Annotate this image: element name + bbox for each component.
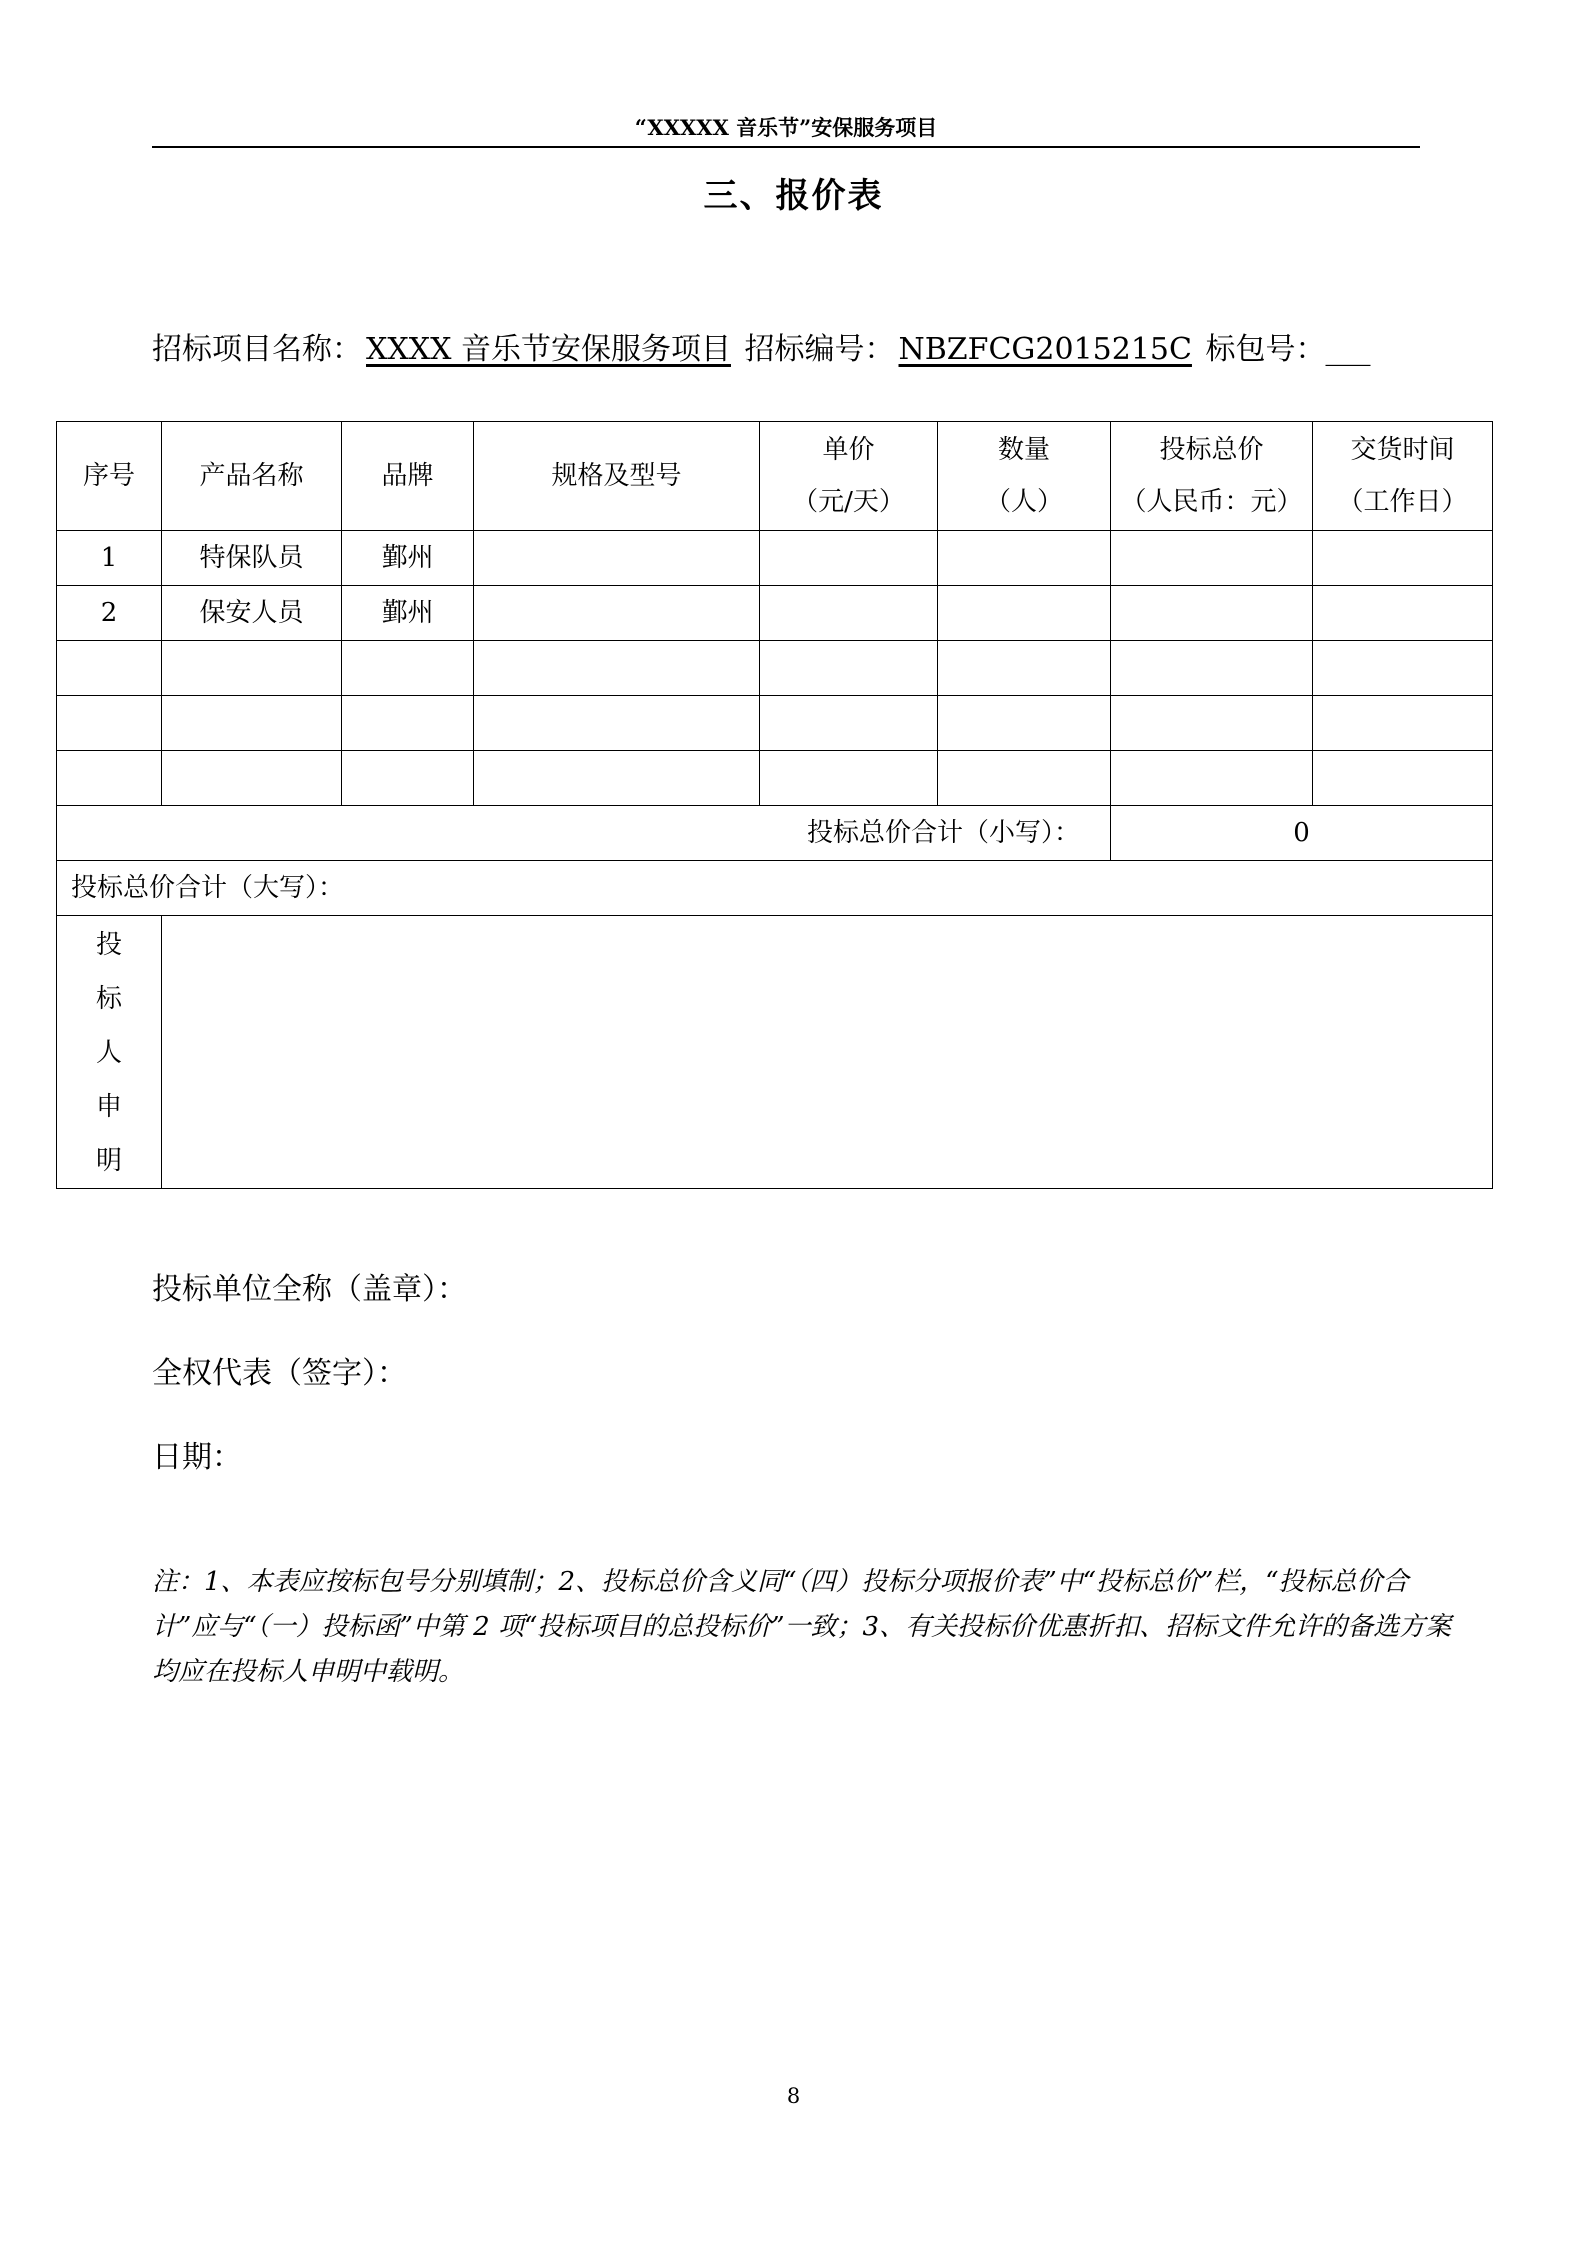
company-signature-label: 投标单位全称（盖章）： [152,1272,467,1307]
table-row [57,531,1493,586]
table-cell: 鄞州 [342,531,474,586]
table-cell [1313,751,1493,806]
table-cell: 1 [57,531,162,586]
page-header: “XXXXX 音乐节”安保服务项目 [634,115,938,140]
table-cell [1111,751,1313,806]
table-cell [1313,696,1493,751]
table-cell [57,751,162,806]
table-cell: 鄞州 [342,586,474,641]
total-small-row [57,806,1493,861]
table-cell [57,696,162,751]
representative-signature-label: 全权代表（签字）： [152,1356,407,1391]
table-cell [474,586,760,641]
table-cell [938,586,1111,641]
page-title: 三、报价表 [703,176,884,216]
declaration-body [162,916,1493,1189]
package-number-label: 标包号： [1205,332,1326,367]
table-cell [1111,531,1313,586]
footnote: 注：1、本表应按标包号分别填制；2、投标总价含义同“（四）投标分项报价表”中“投标总价”栏，“投标总价合计”应与“（一）投标函”中第 2 项“投标项目的总投标价”一致；3、有关投标价优惠折扣、招标文件允许的备选方案均应在投标人申明中载明。 [152,1567,1452,1687]
table-row [57,641,1493,696]
table-cell [1111,641,1313,696]
table-cell [760,641,938,696]
table-cell [162,641,342,696]
header-cell-delivery: 交货时间 （工作日） [1313,422,1493,531]
header-cell-product: 产品名称 [162,422,342,531]
table-cell [938,641,1111,696]
declaration-row [57,916,1493,1189]
header-cell-quantity: 数量 （人） [938,422,1111,531]
package-number-value: ___ [1325,332,1371,367]
table-cell: 2 [57,586,162,641]
header-cell-index: 序号 [57,422,162,531]
table-cell [342,641,474,696]
project-name-value: XXXX 音乐节安保服务项目 [366,332,731,367]
table-cell [938,531,1111,586]
table-cell [760,751,938,806]
project-meta-line [152,324,1371,368]
table-row [57,751,1493,806]
table-cell [162,751,342,806]
table-cell [1313,641,1493,696]
table-cell [1313,586,1493,641]
table-cell [1313,531,1493,586]
table-cell [474,696,760,751]
table-cell [938,751,1111,806]
table-cell [474,641,760,696]
table-row [57,586,1493,641]
header-cell-total-price: 投标总价 （人民币：元） [1111,422,1313,531]
table-cell [474,531,760,586]
total-small-value: 0 [1111,806,1493,861]
header-rule [152,146,1420,148]
total-words-row [57,861,1493,916]
project-name-label: 招标项目名称： [152,332,362,367]
date-label: 日期： [152,1440,242,1475]
header-cell-spec: 规格及型号 [474,422,760,531]
total-small-label: 投标总价合计（小写）： [57,806,1111,861]
table-cell [760,531,938,586]
quotation-table [56,421,1493,1189]
table-row [57,696,1493,751]
table-cell [474,751,760,806]
tender-number-label: 招标编号： [744,332,895,367]
table-cell [760,696,938,751]
table-cell [1111,586,1313,641]
page-number: 8 [786,2084,801,2108]
table-cell: 特保队员 [162,531,342,586]
table-header-row [57,422,1493,531]
header-cell-brand: 品牌 [342,422,474,531]
table-cell: 保安人员 [162,586,342,641]
table-cell [760,586,938,641]
total-words-label: 投标总价合计（大写）： [57,861,1493,916]
table-cell [342,696,474,751]
table-cell [342,751,474,806]
declaration-label: 投 标 人 申 明 [57,916,162,1189]
tender-number-value: NBZFCG2015215C [898,332,1192,367]
header-cell-unit-price: 单价 （元/天） [760,422,938,531]
table-cell [162,696,342,751]
table-cell [938,696,1111,751]
table-cell [57,641,162,696]
table-cell [1111,696,1313,751]
